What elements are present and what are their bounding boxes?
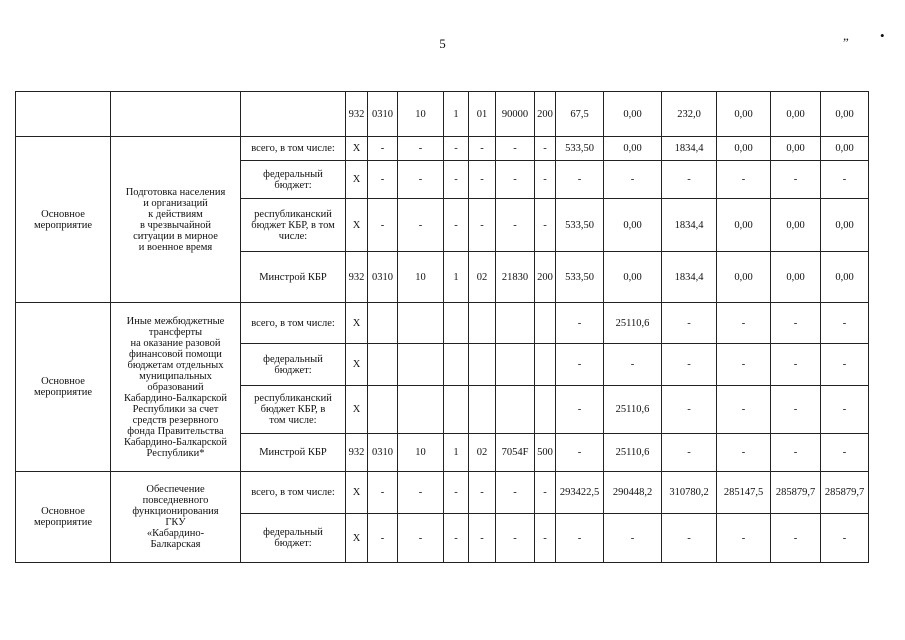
table-cell: - bbox=[368, 161, 398, 199]
table-cell: Основное мероприятие bbox=[16, 137, 111, 303]
table-cell bbox=[444, 386, 469, 434]
page-number: 5 bbox=[439, 36, 446, 51]
table-cell: 0,00 bbox=[717, 252, 771, 303]
table-cell: - bbox=[496, 472, 535, 514]
table-cell bbox=[398, 303, 444, 344]
table-cell: - bbox=[556, 344, 604, 386]
table-cell: - bbox=[496, 161, 535, 199]
table-cell: 200 bbox=[535, 92, 556, 137]
table-cell: Иные межбюджетные трансферты на оказание разовой финансовой помощи бюджетам отдельных муниципальных образований Кабардино-Балкарской Республики за счет средств резервного фонда Правительства Кабардино-Балкарской Республики* bbox=[111, 303, 241, 472]
table-cell: - bbox=[604, 161, 662, 199]
table-cell: 0,00 bbox=[821, 199, 869, 252]
table-cell: - bbox=[771, 386, 821, 434]
table-cell: 293422,5 bbox=[556, 472, 604, 514]
table-cell bbox=[469, 303, 496, 344]
table-cell bbox=[368, 303, 398, 344]
table-cell: - bbox=[398, 472, 444, 514]
table-cell: 0,00 bbox=[717, 92, 771, 137]
table-cell: федеральный бюджет: bbox=[241, 344, 346, 386]
corner-marks: „ • bbox=[843, 28, 899, 43]
table-cell: Минстрой КБР bbox=[241, 434, 346, 472]
table-cell: - bbox=[496, 199, 535, 252]
table-cell: 500 bbox=[535, 434, 556, 472]
table-cell bbox=[398, 386, 444, 434]
table-cell: 1 bbox=[444, 92, 469, 137]
table-cell: - bbox=[398, 199, 444, 252]
table-cell: 01 bbox=[469, 92, 496, 137]
table-cell bbox=[398, 344, 444, 386]
table-cell bbox=[368, 386, 398, 434]
table-cell: - bbox=[469, 137, 496, 161]
table-cell: - bbox=[444, 161, 469, 199]
table-cell: 0,00 bbox=[771, 252, 821, 303]
table-cell: 0,00 bbox=[771, 199, 821, 252]
table-cell: федеральный бюджет: bbox=[241, 161, 346, 199]
table-cell: - bbox=[771, 514, 821, 563]
table-cell: 1834,4 bbox=[662, 252, 717, 303]
table-cell: 0,00 bbox=[821, 137, 869, 161]
table-cell: 0310 bbox=[368, 92, 398, 137]
table-cell: - bbox=[771, 303, 821, 344]
table-cell: - bbox=[604, 344, 662, 386]
budget-table bbox=[15, 91, 869, 563]
table-cell: 21830 bbox=[496, 252, 535, 303]
table-cell: - bbox=[444, 514, 469, 563]
table-cell: X bbox=[346, 161, 368, 199]
table-cell: всего, в том числе: bbox=[241, 303, 346, 344]
table-row bbox=[16, 472, 869, 514]
table-cell bbox=[368, 344, 398, 386]
table-cell: 0,00 bbox=[604, 137, 662, 161]
table-cell: республиканский бюджет КБР, в том числе: bbox=[241, 199, 346, 252]
table-cell: 0,00 bbox=[821, 92, 869, 137]
table-cell bbox=[241, 92, 346, 137]
table-cell: 0,00 bbox=[771, 92, 821, 137]
table-cell: 0,00 bbox=[717, 199, 771, 252]
table-cell: - bbox=[821, 161, 869, 199]
table-cell: 1834,4 bbox=[662, 199, 717, 252]
table-cell: - bbox=[662, 303, 717, 344]
table-cell: 533,50 bbox=[556, 137, 604, 161]
table-cell: 25110,6 bbox=[604, 386, 662, 434]
table-cell: - bbox=[662, 344, 717, 386]
table-cell: - bbox=[604, 514, 662, 563]
table-cell: - bbox=[662, 161, 717, 199]
table-cell: - bbox=[368, 472, 398, 514]
table-cell: - bbox=[771, 344, 821, 386]
table-cell: 25110,6 bbox=[604, 303, 662, 344]
table-cell: 533,50 bbox=[556, 252, 604, 303]
table-cell: - bbox=[717, 514, 771, 563]
table-cell bbox=[535, 303, 556, 344]
table-cell: 200 bbox=[535, 252, 556, 303]
table-cell bbox=[535, 344, 556, 386]
table-cell: - bbox=[496, 137, 535, 161]
table-cell: 1834,4 bbox=[662, 137, 717, 161]
table-cell: - bbox=[368, 199, 398, 252]
table-cell: - bbox=[535, 472, 556, 514]
table-cell: 10 bbox=[398, 252, 444, 303]
table-cell bbox=[16, 92, 111, 137]
table-cell: X bbox=[346, 386, 368, 434]
table-cell: 0,00 bbox=[771, 137, 821, 161]
table-cell: 0310 bbox=[368, 252, 398, 303]
table-cell bbox=[496, 386, 535, 434]
table-cell: 0,00 bbox=[821, 252, 869, 303]
table-cell: 7054F bbox=[496, 434, 535, 472]
table-cell: - bbox=[469, 199, 496, 252]
table-row bbox=[16, 137, 869, 161]
table-cell: 02 bbox=[469, 252, 496, 303]
table-cell: всего, в том числе: bbox=[241, 472, 346, 514]
table-cell: 0310 bbox=[368, 434, 398, 472]
table-cell: - bbox=[398, 137, 444, 161]
table-row bbox=[16, 92, 869, 137]
table-cell: - bbox=[535, 514, 556, 563]
table-cell: - bbox=[556, 386, 604, 434]
table-cell: 0,00 bbox=[604, 92, 662, 137]
table-cell: - bbox=[496, 514, 535, 563]
table-cell bbox=[469, 386, 496, 434]
table-cell: - bbox=[771, 161, 821, 199]
table-cell: - bbox=[535, 199, 556, 252]
table-cell: 67,5 bbox=[556, 92, 604, 137]
table-cell: - bbox=[821, 514, 869, 563]
table-cell: - bbox=[368, 514, 398, 563]
table-cell: 25110,6 bbox=[604, 434, 662, 472]
table-cell: - bbox=[821, 386, 869, 434]
table-cell: - bbox=[662, 386, 717, 434]
table-cell: 0,00 bbox=[717, 137, 771, 161]
table-cell: 1 bbox=[444, 434, 469, 472]
table-cell: - bbox=[717, 434, 771, 472]
table-cell: 285879,7 bbox=[821, 472, 869, 514]
table-cell: - bbox=[444, 199, 469, 252]
table-cell: - bbox=[717, 386, 771, 434]
table-cell bbox=[496, 303, 535, 344]
table-cell bbox=[444, 303, 469, 344]
table-cell: 533,50 bbox=[556, 199, 604, 252]
table-cell: 285147,5 bbox=[717, 472, 771, 514]
table-cell: 232,0 bbox=[662, 92, 717, 137]
table-cell: - bbox=[469, 514, 496, 563]
table-cell: X bbox=[346, 344, 368, 386]
table-cell: X bbox=[346, 303, 368, 344]
table-cell: - bbox=[469, 161, 496, 199]
table-cell: - bbox=[368, 137, 398, 161]
table-cell: 285879,7 bbox=[771, 472, 821, 514]
table-cell: - bbox=[444, 472, 469, 514]
table-cell: 10 bbox=[398, 434, 444, 472]
table-cell: 932 bbox=[346, 252, 368, 303]
table-cell: Основное мероприятие bbox=[16, 472, 111, 563]
table-cell: - bbox=[535, 137, 556, 161]
table-cell: Минстрой КБР bbox=[241, 252, 346, 303]
table-cell: - bbox=[398, 514, 444, 563]
table-cell: Обеспечение повседневного функционирования ГКУ «Кабардино- Балкарская bbox=[111, 472, 241, 563]
table-cell: Основное мероприятие bbox=[16, 303, 111, 472]
table-cell: республиканский бюджет КБР, в том числе: bbox=[241, 386, 346, 434]
table-cell: - bbox=[821, 303, 869, 344]
table-cell bbox=[469, 344, 496, 386]
table-cell bbox=[496, 344, 535, 386]
table-cell: X bbox=[346, 137, 368, 161]
table-cell: - bbox=[717, 344, 771, 386]
table-cell: 932 bbox=[346, 92, 368, 137]
table-cell: - bbox=[535, 161, 556, 199]
table-cell: - bbox=[662, 434, 717, 472]
table-cell: 0,00 bbox=[604, 199, 662, 252]
table-cell: 10 bbox=[398, 92, 444, 137]
table-cell: - bbox=[771, 434, 821, 472]
table-cell: X bbox=[346, 514, 368, 563]
table-cell: - bbox=[821, 434, 869, 472]
table-cell: - bbox=[717, 303, 771, 344]
table-cell bbox=[111, 92, 241, 137]
table-cell bbox=[535, 386, 556, 434]
table-cell bbox=[444, 344, 469, 386]
table-cell: - bbox=[821, 344, 869, 386]
table-cell: 290448,2 bbox=[604, 472, 662, 514]
table-cell: X bbox=[346, 199, 368, 252]
table-cell: 02 bbox=[469, 434, 496, 472]
table-cell: 310780,2 bbox=[662, 472, 717, 514]
table-cell: всего, в том числе: bbox=[241, 137, 346, 161]
table-cell: - bbox=[469, 472, 496, 514]
table-cell: - bbox=[717, 161, 771, 199]
table-row bbox=[16, 303, 869, 344]
table-cell: 932 bbox=[346, 434, 368, 472]
table-cell: - bbox=[556, 161, 604, 199]
table-cell: федеральный бюджет: bbox=[241, 514, 346, 563]
table-cell: - bbox=[444, 137, 469, 161]
table-cell: - bbox=[556, 434, 604, 472]
table-cell: Подготовка населения и организаций к действиям в чрезвычайной ситуации в мирное и военное время bbox=[111, 137, 241, 303]
table-cell: 0,00 bbox=[604, 252, 662, 303]
table-cell: 90000 bbox=[496, 92, 535, 137]
table-cell: - bbox=[556, 303, 604, 344]
table-cell: X bbox=[346, 472, 368, 514]
table-cell: - bbox=[556, 514, 604, 563]
table-cell: - bbox=[662, 514, 717, 563]
table-cell: 1 bbox=[444, 252, 469, 303]
table-cell: - bbox=[398, 161, 444, 199]
